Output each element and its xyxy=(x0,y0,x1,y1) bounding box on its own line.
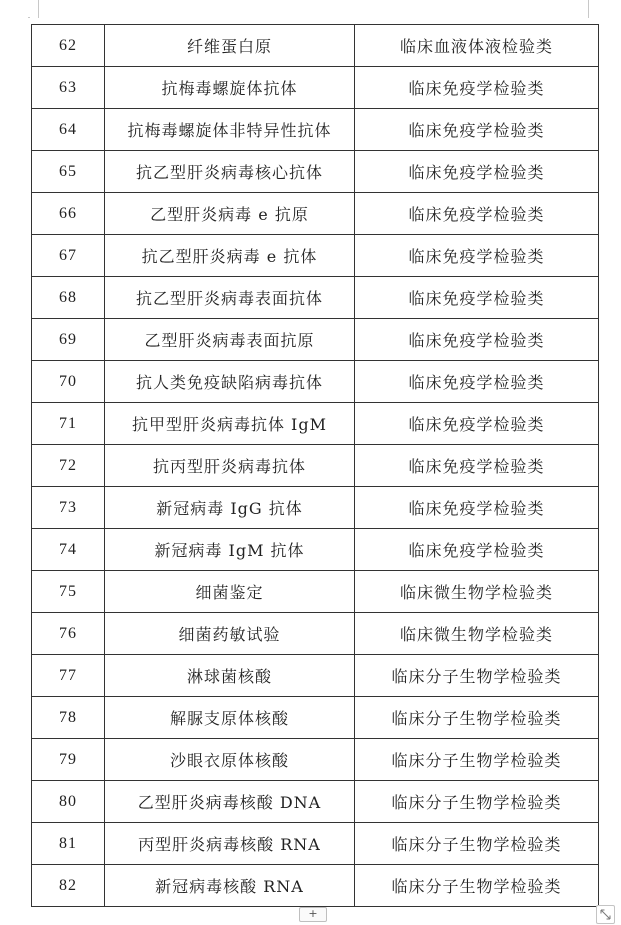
test-item-name-cell: 新冠病毒 IgG 抗体 xyxy=(105,487,355,529)
test-category-cell: 临床分子生物学检验类 xyxy=(355,781,599,823)
row-number-cell: 76 xyxy=(32,613,105,655)
table-row xyxy=(32,655,599,697)
row-number-cell: 67 xyxy=(32,235,105,277)
row-number-cell: 81 xyxy=(32,823,105,865)
table-row xyxy=(32,865,599,907)
table-row xyxy=(32,823,599,865)
row-number-cell: 66 xyxy=(32,193,105,235)
test-items-table xyxy=(31,24,599,907)
row-number-cell: 63 xyxy=(32,67,105,109)
row-number-cell: 64 xyxy=(32,109,105,151)
test-item-name-cell: 抗梅毒螺旋体抗体 xyxy=(105,67,355,109)
add-row-button[interactable]: + xyxy=(299,907,327,922)
table-row xyxy=(32,67,599,109)
test-item-name-cell: 细菌药敏试验 xyxy=(105,613,355,655)
test-item-name-cell: 乙型肝炎病毒 e 抗原 xyxy=(105,193,355,235)
test-item-name-cell: 纤维蛋白原 xyxy=(105,25,355,67)
test-category-cell: 临床免疫学检验类 xyxy=(355,277,599,319)
page-margin-mark-top xyxy=(28,17,30,18)
test-item-name-cell: 细菌鉴定 xyxy=(105,571,355,613)
row-number-cell: 73 xyxy=(32,487,105,529)
test-category-cell: 临床分子生物学检验类 xyxy=(355,865,599,907)
table-row xyxy=(32,109,599,151)
table-row xyxy=(32,193,599,235)
table-row xyxy=(32,697,599,739)
table-row xyxy=(32,739,599,781)
test-item-name-cell: 解脲支原体核酸 xyxy=(105,697,355,739)
test-category-cell: 临床免疫学检验类 xyxy=(355,487,599,529)
test-item-name-cell: 抗丙型肝炎病毒抗体 xyxy=(105,445,355,487)
test-category-cell: 临床分子生物学检验类 xyxy=(355,697,599,739)
test-category-cell: 临床免疫学检验类 xyxy=(355,151,599,193)
table-row xyxy=(32,571,599,613)
test-item-name-cell: 抗乙型肝炎病毒核心抗体 xyxy=(105,151,355,193)
test-category-cell: 临床分子生物学检验类 xyxy=(355,823,599,865)
test-category-cell: 临床免疫学检验类 xyxy=(355,529,599,571)
table-row xyxy=(32,319,599,361)
test-item-name-cell: 抗乙型肝炎病毒表面抗体 xyxy=(105,277,355,319)
test-category-cell: 临床分子生物学检验类 xyxy=(355,739,599,781)
row-number-cell: 71 xyxy=(32,403,105,445)
test-category-cell: 临床血液体液检验类 xyxy=(355,25,599,67)
table-row xyxy=(32,487,599,529)
row-number-cell: 78 xyxy=(32,697,105,739)
row-number-cell: 80 xyxy=(32,781,105,823)
test-item-name-cell: 抗乙型肝炎病毒 e 抗体 xyxy=(105,235,355,277)
test-category-cell: 临床免疫学检验类 xyxy=(355,193,599,235)
test-category-cell: 临床微生物学检验类 xyxy=(355,571,599,613)
table-row xyxy=(32,151,599,193)
table-row xyxy=(32,361,599,403)
test-item-name-cell: 乙型肝炎病毒表面抗原 xyxy=(105,319,355,361)
table-row xyxy=(32,25,599,67)
table-row xyxy=(32,613,599,655)
row-number-cell: 72 xyxy=(32,445,105,487)
table-row xyxy=(32,781,599,823)
test-item-name-cell: 抗甲型肝炎病毒抗体 IgM xyxy=(105,403,355,445)
row-number-cell: 82 xyxy=(32,865,105,907)
test-category-cell: 临床免疫学检验类 xyxy=(355,361,599,403)
row-number-cell: 69 xyxy=(32,319,105,361)
table-body xyxy=(32,25,599,907)
row-number-cell: 62 xyxy=(32,25,105,67)
row-number-cell: 70 xyxy=(32,361,105,403)
row-number-cell: 77 xyxy=(32,655,105,697)
row-number-cell: 75 xyxy=(32,571,105,613)
test-item-name-cell: 乙型肝炎病毒核酸 DNA xyxy=(105,781,355,823)
page-margin-mark-right xyxy=(588,0,589,18)
test-category-cell: 临床免疫学检验类 xyxy=(355,445,599,487)
test-category-cell: 临床免疫学检验类 xyxy=(355,403,599,445)
test-item-name-cell: 新冠病毒 IgM 抗体 xyxy=(105,529,355,571)
test-item-name-cell: 沙眼衣原体核酸 xyxy=(105,739,355,781)
table-row xyxy=(32,277,599,319)
test-category-cell: 临床免疫学检验类 xyxy=(355,235,599,277)
row-number-cell: 74 xyxy=(32,529,105,571)
resize-diagonal-icon[interactable] xyxy=(596,905,615,924)
row-number-cell: 79 xyxy=(32,739,105,781)
table-row xyxy=(32,445,599,487)
test-item-name-cell: 抗人类免疫缺陷病毒抗体 xyxy=(105,361,355,403)
test-category-cell: 临床免疫学检验类 xyxy=(355,109,599,151)
test-category-cell: 临床免疫学检验类 xyxy=(355,67,599,109)
test-item-name-cell: 抗梅毒螺旋体非特异性抗体 xyxy=(105,109,355,151)
table-row xyxy=(32,235,599,277)
page-margin-mark-left xyxy=(38,0,39,18)
test-category-cell: 临床微生物学检验类 xyxy=(355,613,599,655)
test-item-name-cell: 淋球菌核酸 xyxy=(105,655,355,697)
row-number-cell: 68 xyxy=(32,277,105,319)
row-number-cell: 65 xyxy=(32,151,105,193)
table-row xyxy=(32,529,599,571)
test-category-cell: 临床分子生物学检验类 xyxy=(355,655,599,697)
test-item-name-cell: 丙型肝炎病毒核酸 RNA xyxy=(105,823,355,865)
test-category-cell: 临床免疫学检验类 xyxy=(355,319,599,361)
table-row xyxy=(32,403,599,445)
test-item-name-cell: 新冠病毒核酸 RNA xyxy=(105,865,355,907)
